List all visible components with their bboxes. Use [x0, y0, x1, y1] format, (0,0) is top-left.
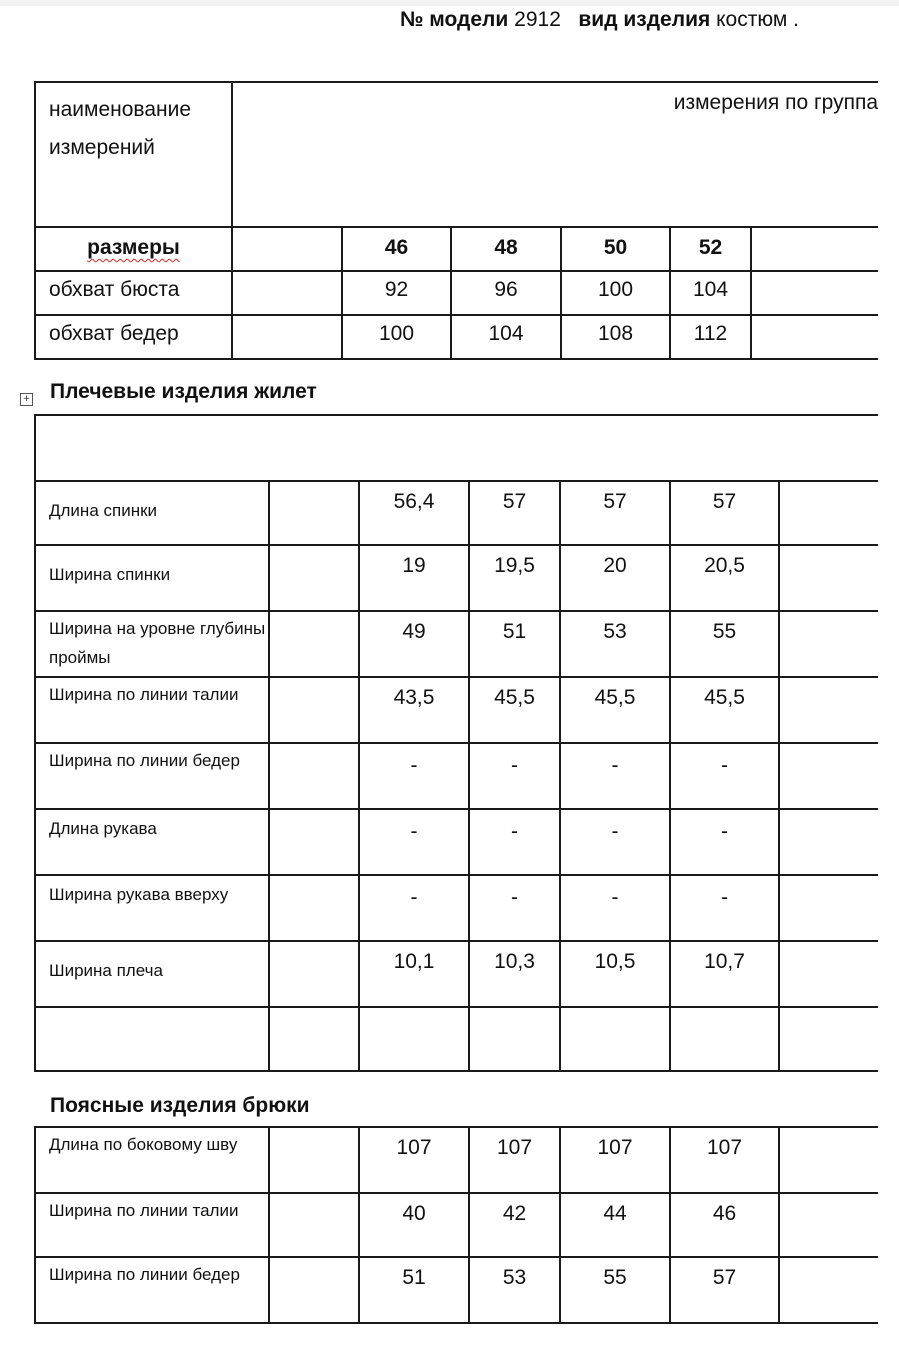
empty-cell: [269, 1007, 359, 1071]
empty-cell: [779, 1193, 878, 1257]
row-label: Ширина по линии талии: [35, 677, 269, 743]
table-row: [35, 875, 878, 941]
empty-cell: [269, 809, 359, 875]
vest-table: [34, 414, 878, 1072]
empty-cell: [35, 1007, 269, 1071]
size-chart-table: [34, 81, 878, 360]
value-cell: 107: [560, 1127, 670, 1193]
value-cell: 57: [670, 1257, 779, 1323]
table-row: [35, 677, 878, 743]
trousers-section-title: Поясные изделия брюки: [50, 1094, 310, 1117]
value-cell: 104: [451, 315, 561, 359]
empty-cell: [779, 1127, 878, 1193]
table-header-row: [35, 82, 878, 227]
row-label: Длина спинки: [35, 481, 269, 545]
value-cell: 51: [359, 1257, 469, 1323]
value-cell: 10,7: [670, 941, 779, 1007]
trousers-table: [34, 1126, 878, 1324]
model-label: № модели: [400, 8, 509, 31]
table-row: [35, 271, 878, 315]
empty-cell: [269, 743, 359, 809]
row-label: Ширина на уровне глубины проймы: [35, 611, 269, 677]
value-cell: 49: [359, 611, 469, 677]
value-cell: -: [670, 809, 779, 875]
vest-blank-header-row: [35, 415, 878, 481]
sizes-row: [35, 227, 878, 271]
row-label: обхват бедер: [35, 315, 232, 359]
empty-cell: [269, 875, 359, 941]
row-label: Ширина плеча: [35, 941, 269, 1007]
model-number: 2912: [514, 8, 561, 31]
value-cell: 45,5: [670, 677, 779, 743]
value-cell: 10,3: [469, 941, 560, 1007]
vest-section-title: Плечевые изделия жилет: [50, 380, 317, 403]
row-label: Ширина по линии бедер: [35, 1257, 269, 1323]
value-cell: 19: [359, 545, 469, 611]
vest-table-wrap: [34, 414, 878, 1072]
groups-header: [232, 82, 878, 227]
size-50: 50: [561, 227, 670, 271]
empty-cell: [779, 1257, 878, 1323]
table-move-handle-icon[interactable]: +: [20, 393, 33, 406]
size-52: 52: [670, 227, 751, 271]
table-row: [35, 611, 878, 677]
empty-cell: [269, 611, 359, 677]
value-cell: 104: [670, 271, 751, 315]
empty-cell: [269, 1257, 359, 1323]
value-cell: 112: [670, 315, 751, 359]
empty-cell: [779, 1007, 878, 1071]
value-cell: 44: [560, 1193, 670, 1257]
value-cell: -: [359, 743, 469, 809]
value-cell: 45,5: [560, 677, 670, 743]
row-label: Ширина спинки: [35, 545, 269, 611]
value-cell: 19,5: [469, 545, 560, 611]
size-chart-table-wrap: [34, 81, 878, 360]
value-cell: 56,4: [359, 481, 469, 545]
size-48: 48: [451, 227, 561, 271]
value-cell: 43,5: [359, 677, 469, 743]
empty-cell: [779, 809, 878, 875]
table-row: [35, 315, 878, 359]
empty-cell: [779, 875, 878, 941]
row-label: Длина по боковому шву: [35, 1127, 269, 1193]
row-label: обхват бюста: [35, 271, 232, 315]
empty-cell: [560, 1007, 670, 1071]
value-cell: 57: [560, 481, 670, 545]
empty-cell: [269, 677, 359, 743]
trousers-table-wrap: [34, 1126, 878, 1324]
table-row: [35, 941, 878, 1007]
value-cell: 55: [560, 1257, 670, 1323]
row-label: Ширина по линии талии: [35, 1193, 269, 1257]
value-cell: 96: [451, 271, 561, 315]
value-cell: 107: [670, 1127, 779, 1193]
value-cell: -: [560, 809, 670, 875]
value-cell: 107: [469, 1127, 560, 1193]
value-cell: -: [670, 875, 779, 941]
row-label: Длина рукава: [35, 809, 269, 875]
value-cell: 53: [469, 1257, 560, 1323]
table-row-empty: [35, 1007, 878, 1071]
row-label: Ширина по линии бедер: [35, 743, 269, 809]
empty-cell: [469, 1007, 560, 1071]
value-cell: -: [670, 743, 779, 809]
value-cell: 45,5: [469, 677, 560, 743]
table-row: [35, 481, 878, 545]
value-cell: 92: [342, 271, 451, 315]
value-cell: 53: [560, 611, 670, 677]
groups-header-text: измерения по группа: [673, 91, 878, 114]
value-cell: 100: [561, 271, 670, 315]
value-cell: 100: [342, 315, 451, 359]
empty-cell: [232, 271, 342, 315]
value-cell: -: [469, 743, 560, 809]
table-row: [35, 1127, 878, 1193]
table-row: [35, 1257, 878, 1323]
empty-cell: [779, 611, 878, 677]
empty-cell: [751, 315, 878, 359]
type-label: вид изделия: [578, 8, 711, 31]
empty-cell: [751, 271, 878, 315]
sizes-label-cell: [35, 227, 232, 271]
measurement-name-header: наименование измерений: [35, 82, 232, 227]
row-label: Ширина рукава вверху: [35, 875, 269, 941]
table-row: [35, 809, 878, 875]
value-cell: 10,5: [560, 941, 670, 1007]
value-cell: 46: [670, 1193, 779, 1257]
empty-cell: [359, 1007, 469, 1071]
empty-cell: [779, 743, 878, 809]
sizes-label: размеры: [87, 236, 180, 259]
value-cell: 20,5: [670, 545, 779, 611]
empty-cell: [779, 941, 878, 1007]
empty-cell: [779, 545, 878, 611]
empty-cell: [670, 1007, 779, 1071]
value-cell: -: [469, 809, 560, 875]
value-cell: 55: [670, 611, 779, 677]
table-row: [35, 743, 878, 809]
value-cell: 51: [469, 611, 560, 677]
value-cell: 57: [670, 481, 779, 545]
empty-cell: [232, 227, 342, 271]
value-cell: -: [359, 809, 469, 875]
value-cell: -: [560, 875, 670, 941]
value-cell: 40: [359, 1193, 469, 1257]
empty-cell: [269, 481, 359, 545]
value-cell: 20: [560, 545, 670, 611]
value-cell: 57: [469, 481, 560, 545]
value-cell: -: [359, 875, 469, 941]
empty-cell: [269, 941, 359, 1007]
value-cell: 10,1: [359, 941, 469, 1007]
empty-cell: [779, 481, 878, 545]
empty-cell: [751, 227, 878, 271]
value-cell: -: [469, 875, 560, 941]
table-row: [35, 545, 878, 611]
empty-cell: [35, 415, 878, 481]
value-cell: -: [560, 743, 670, 809]
document-header: [400, 6, 899, 34]
table-row: [35, 1193, 878, 1257]
value-cell: 107: [359, 1127, 469, 1193]
empty-cell: [269, 545, 359, 611]
value-cell: 42: [469, 1193, 560, 1257]
type-value: костюм .: [716, 8, 799, 31]
empty-cell: [269, 1193, 359, 1257]
empty-cell: [269, 1127, 359, 1193]
empty-cell: [232, 315, 342, 359]
value-cell: 108: [561, 315, 670, 359]
empty-cell: [779, 677, 878, 743]
size-46: 46: [342, 227, 451, 271]
